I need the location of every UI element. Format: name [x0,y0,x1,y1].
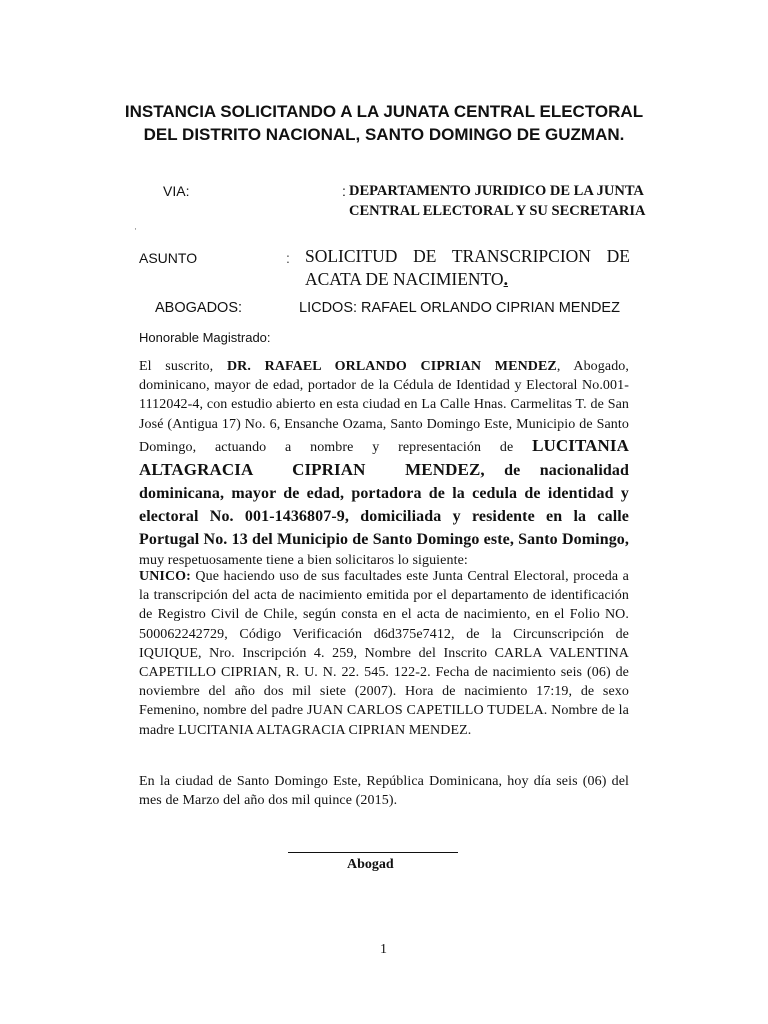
p2-text: Que haciendo uso de sus facultades este Junta Central Electoral, proceda a la transcripción del acta de nacimiento emitida por el departamento de identificación de Registro Civil de Chile, según consta en el acta de nacimiento, en el Folio NO. 500062242729, Código Verificación d6d375e7412, de la Circunscripción de IQUIQUE, Nro. Inscripción 4. 259, Nombre del Inscrito CARLA VALENTINA CAPETILLO CIPRIAN, R. U. N. 22. 545. 122-2. Fecha de nacimiento seis (06) de noviembre del año dos mil siete (2007). Hora de nacimiento 17:19, de sexo Femenino, nombre del padre JUAN CARLOS CAPETILLO TUDELA. Nombre de la madre LUCITANIA ALTAGRACIA CIPRIAN MENDEZ. [139,569,629,738]
asunto-value [305,245,630,291]
abogados-label: ABOGADOS: [155,300,243,316]
p1-client-name: LUCITANIA ALTAGRACIA CIPRIAN MENDEZ, [139,435,629,479]
p1-close: muy respetuosamente tiene a bien solicitaros lo siguiente: [139,552,468,568]
p1-client-details: de nacionalidad dominicana, mayor de edad, portadora de la cedula de identidad y electoral No. 001-1436807-9, domiciliada y residente en la calle Portugal No. 13 del Municipio de Santo Domingo este, Santo Domingo, [139,461,629,548]
asunto-value-line-2 [305,268,630,291]
body-paragraph-1 [139,357,629,570]
signature-line [288,852,458,853]
via-value [349,182,646,221]
asunto-value-line-2-text: ACATA DE NACIMIENTO [305,269,504,289]
signature-label: Abogad [347,857,394,872]
body-paragraph-3 [139,772,629,810]
document-title [0,100,768,146]
stray-mark: · [134,224,137,234]
p1-intro: El suscrito, [139,359,214,374]
title-line-2: DEL DISTRITO NACIONAL, SANTO DOMINGO DE GUZMAN. [143,125,625,144]
page-number: 1 [380,942,387,957]
p1-rest: , Abogado, dominicano, mayor de edad, portador de la Cédula de Identidad y Electoral No.001-1112042-4, con estudio abierto en esta ciudad en La Calle Hnas. Carmelitas T. de San José (Antigua 17) No. 6, Ensanche Ozama, Santo Domingo Este, Municipio de Santo Domingo, actuando a nombre y representación de [139,359,629,455]
via-value-line-1: DEPARTAMENTO JURIDICO DE LA JUNTA [349,183,644,199]
abogados-value: LICDOS: RAFAEL ORLANDO CIPRIAN MENDEZ [299,300,620,316]
via-colon: : [342,183,346,199]
p2-label: UNICO: [139,569,191,584]
asunto-value-end: . [503,269,508,289]
via-label: VIA: [163,183,190,199]
p1-lawyer-name: DR. RAFAEL ORLANDO CIPRIAN MENDEZ [226,359,557,374]
asunto-value-line-1: SOLICITUD DE TRANSCRIPCION DE [305,246,630,266]
p3-text: En la ciudad de Santo Domingo Este, República Dominicana, hoy día seis (06) del mes de Marzo del año dos mil quince (2015). [139,774,629,809]
asunto-colon: : [286,250,290,266]
body-paragraph-2 [139,567,629,740]
title-line-1: INSTANCIA SOLICITANDO A LA JUNATA CENTRAL ELECTORAL [124,102,644,121]
via-value-line-2: CENTRAL ELECTORAL Y SU SECRETARIA [349,202,646,219]
asunto-label: ASUNTO [139,250,198,266]
salutation: Honorable Magistrado: [139,330,271,345]
